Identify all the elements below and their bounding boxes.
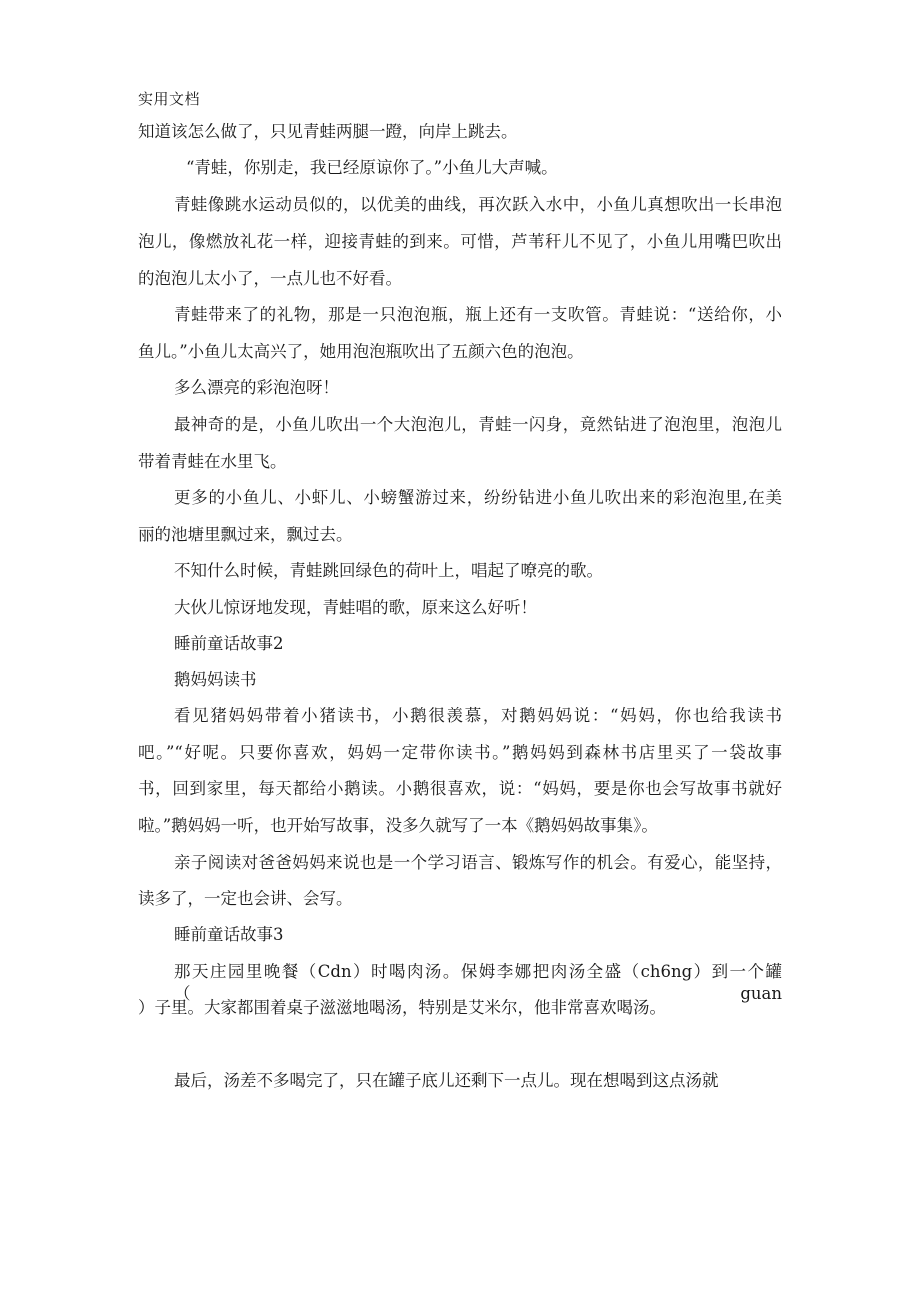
text-line: 丽的池塘里飘过来，飘过去。 xyxy=(138,525,353,544)
text-line: 书，回到家里，每天都给小鹅读。小鹅很喜欢，说：“妈妈，要是你也会写故事书就好 xyxy=(138,779,782,798)
section-heading: 睡前童话故事3 xyxy=(174,925,284,944)
page-header: 实用文档 xyxy=(138,90,201,108)
story-title: 鹅妈妈读书 xyxy=(174,670,257,689)
section-heading: 睡前童话故事2 xyxy=(174,634,284,653)
text-line: 最后，汤差不多喝完了，只在罐子底儿还剩下一点儿。现在想喝到这点汤就 xyxy=(174,1071,719,1090)
text-line: “青蛙，你别走，我已经原谅你了。”小鱼儿大声喊。 xyxy=(186,158,558,177)
text-line: 最神奇的是，小鱼儿吹出一个大泡泡儿，青蛙一闪身，竟然钻进了泡泡里，泡泡儿 xyxy=(174,415,782,434)
text-line: 那天庄园里晚餐（Cdn）时喝肉汤。保姆李娜把肉汤全盛（ch6ng）到一个罐（guan xyxy=(174,962,782,1003)
text-line: 看见猪妈妈带着小猪读书，小鹅很羡慕，对鹅妈妈说：“妈妈，你也给我读书 xyxy=(174,706,782,725)
text-line: 青蛙带来了的礼物，那是一只泡泡瓶，瓶上还有一支吹管。青蛙说：“送给你，小 xyxy=(174,305,782,324)
text-line: 吧。”“好呢。只要你喜欢，妈妈一定带你读书。”鹅妈妈到森林书店里买了一袋故事 xyxy=(138,743,782,762)
text-line: 大伙儿惊讶地发现，青蛙唱的歌，原来这么好听！ xyxy=(174,598,537,617)
text-line: 青蛙像跳水运动员似的，以优美的曲线，再次跃入水中，小鱼儿真想吹出一长串泡 xyxy=(174,195,782,214)
text-line: 泡儿，像燃放礼花一样，迎接青蛙的到来。可惜，芦苇秆儿不见了，小鱼儿用嘴巴吹出 xyxy=(138,232,782,251)
text-line: 带着青蛙在水里飞。 xyxy=(138,452,287,471)
text-line: ）子里。大家都围着桌子滋滋地喝汤，特别是艾米尔，他非常喜欢喝汤。 xyxy=(138,998,666,1017)
text-line: 知道该怎么做了，只见青蛙两腿一蹬，向岸上跳去。 xyxy=(138,122,518,141)
text-line: 亲子阅读对爸爸妈妈来说也是一个学习语言、锻炼写作的机会。有爱心，能坚持， xyxy=(174,853,782,872)
text-line: 多么漂亮的彩泡泡呀！ xyxy=(174,378,339,397)
text-line: 读多了，一定也会讲、会写。 xyxy=(138,889,353,908)
text-line: 更多的小鱼儿、小虾儿、小螃蟹游过来，纷纷钻进小鱼儿吹出来的彩泡泡里,在美 xyxy=(174,488,782,507)
text-line: 不知什么时候，青蛙跳回绿色的荷叶上，唱起了嘹亮的歌。 xyxy=(174,561,603,580)
text-line: 的泡泡儿太小了，一点儿也不好看。 xyxy=(138,269,402,288)
text-line: 鱼儿。”小鱼儿太高兴了，她用泡泡瓶吹出了五颜六色的泡泡。 xyxy=(138,342,584,361)
text-line: 啦。”鹅妈妈一听，也开始写故事，没多久就写了一本《鹅妈妈故事集》。 xyxy=(138,816,658,835)
